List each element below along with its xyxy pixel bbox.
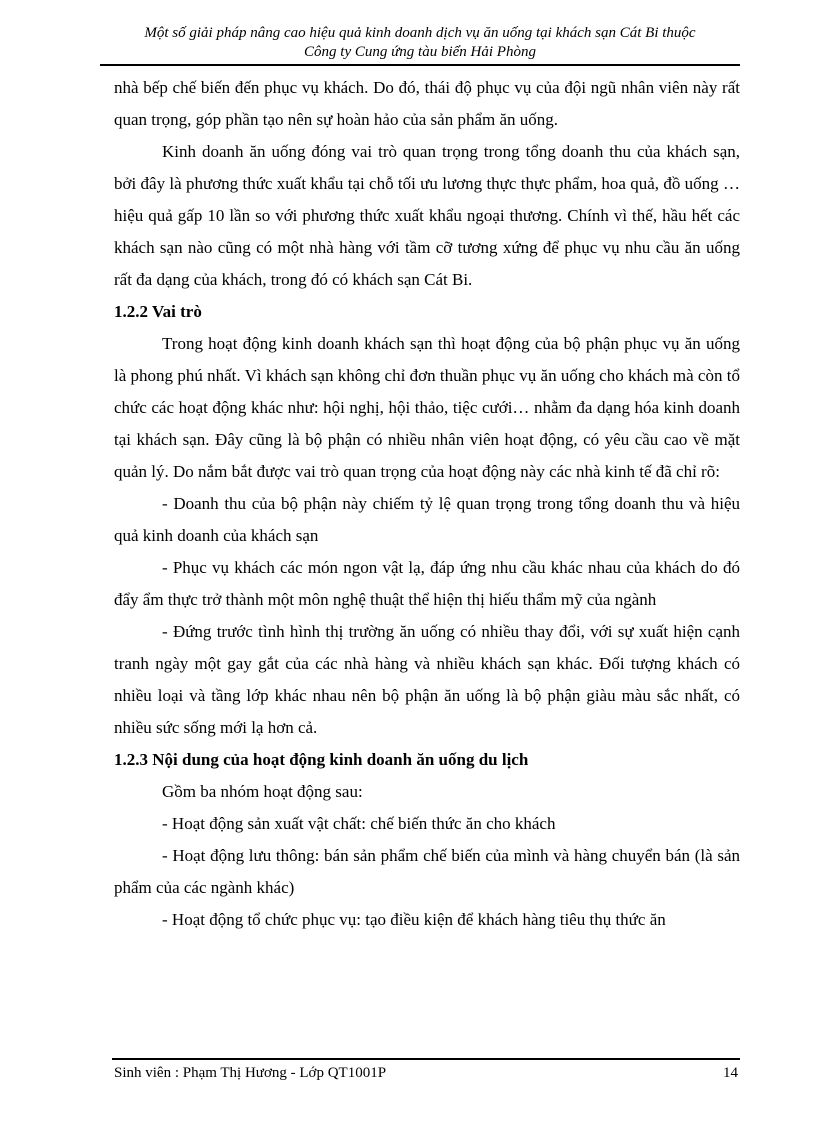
header-line-1: Một số giải pháp nâng cao hiệu quả kinh doanh dịch vụ ăn uống tại khách sạn Cát Bi thuộc: [144, 25, 696, 41]
running-footer: [114, 1063, 740, 1083]
paragraph-role-intro: Trong hoạt động kinh doanh khách sạn thì hoạt động của bộ phận phục vụ ăn uống là phong phú nhất. Vì khách sạn không chỉ đơn thuần phục vụ ăn uống cho khách mà còn tổ chức các hoạt động khác như: hội nghị, hội thảo, tiệc cưới… nhằm đa dạng hóa kinh doanh tại khách sạn. Đây cũng là bộ phận có nhiều nhân viên hoạt động, có yêu cầu cao về mặt quản lý. Do nắm bắt được vai trò quan trọng của hoạt động này các nhà kinh tế đã chỉ rõ:: [114, 334, 740, 481]
bullet-production: - Hoạt động sản xuất vật chất: chế biến thức ăn cho khách: [162, 814, 556, 833]
paragraph-continuation: nhà bếp chế biến đến phục vụ khách. Do đó, thái độ phục vụ của đội ngũ nhân viên này rất quan trọng, góp phần tạo nên sự hoàn hảo của sản phẩm ăn uống.: [114, 78, 740, 129]
bullet-revenue: - Doanh thu của bộ phận này chiếm tỷ lệ quan trọng trong tổng doanh thu và hiệu quả kinh doanh của khách sạn: [114, 494, 740, 545]
bullet-circulation: - Hoạt động lưu thông: bán sản phẩm chế biến của mình và hàng chuyển bán (là sản phẩm của các ngành khác): [114, 846, 740, 897]
section-heading-1-2-2: 1.2.2 Vai trò: [114, 302, 202, 321]
header-line-2: Công ty Cung ứng tàu biển Hải Phòng: [304, 44, 536, 60]
paragraph-activity-groups: Gồm ba nhóm hoạt động sau:: [162, 782, 363, 801]
bullet-market: - Đứng trước tình hình thị trường ăn uống có nhiều thay đổi, với sự xuất hiện cạnh tranh ngày một gay gắt của các nhà hàng và nhiều khách sạn khác. Đối tượng khách có nhiều loại và tầng lớp khác nhau nên bộ phận ăn uống là bộ phận giàu màu sắc nhất, có nhiều sức sống mới lạ hơn cả.: [114, 622, 740, 737]
paragraph-revenue-role: Kinh doanh ăn uống đóng vai trò quan trọng trong tổng doanh thu của khách sạn, bởi đây là phương thức xuất khẩu tại chỗ tối ưu lương thực thực phẩm, hoa quả, đồ uống … hiệu quả gấp 10 lần so với phương thức xuất khẩu ngoại thương. Chính vì thế, hầu hết các khách sạn nào cũng có một nhà hàng với tầm cỡ tương xứng để phục vụ nhu cầu ăn uống rất đa dạng của khách, trong đó có khách sạn Cát Bi.: [114, 142, 740, 289]
bullet-cuisine: - Phục vụ khách các món ngon vật lạ, đáp ứng nhu cầu khác nhau của khách do đó đẩy ẩm thực trở thành một môn nghệ thuật thể hiện thị hiếu thẩm mỹ của ngành: [114, 558, 740, 609]
footer-rule: [112, 1058, 740, 1060]
bullet-service: - Hoạt động tổ chức phục vụ: tạo điều kiện để khách hàng tiêu thụ thức ăn: [162, 910, 666, 929]
page-body: [114, 72, 740, 936]
footer-student: Sinh viên : Phạm Thị Hương - Lớp QT1001P: [114, 1065, 387, 1081]
page-number: 14: [723, 1065, 738, 1081]
running-header: [100, 24, 740, 62]
section-heading-1-2-3: 1.2.3 Nội dung của hoạt động kinh doanh ăn uống du lịch: [114, 750, 529, 769]
header-rule: [100, 64, 740, 66]
